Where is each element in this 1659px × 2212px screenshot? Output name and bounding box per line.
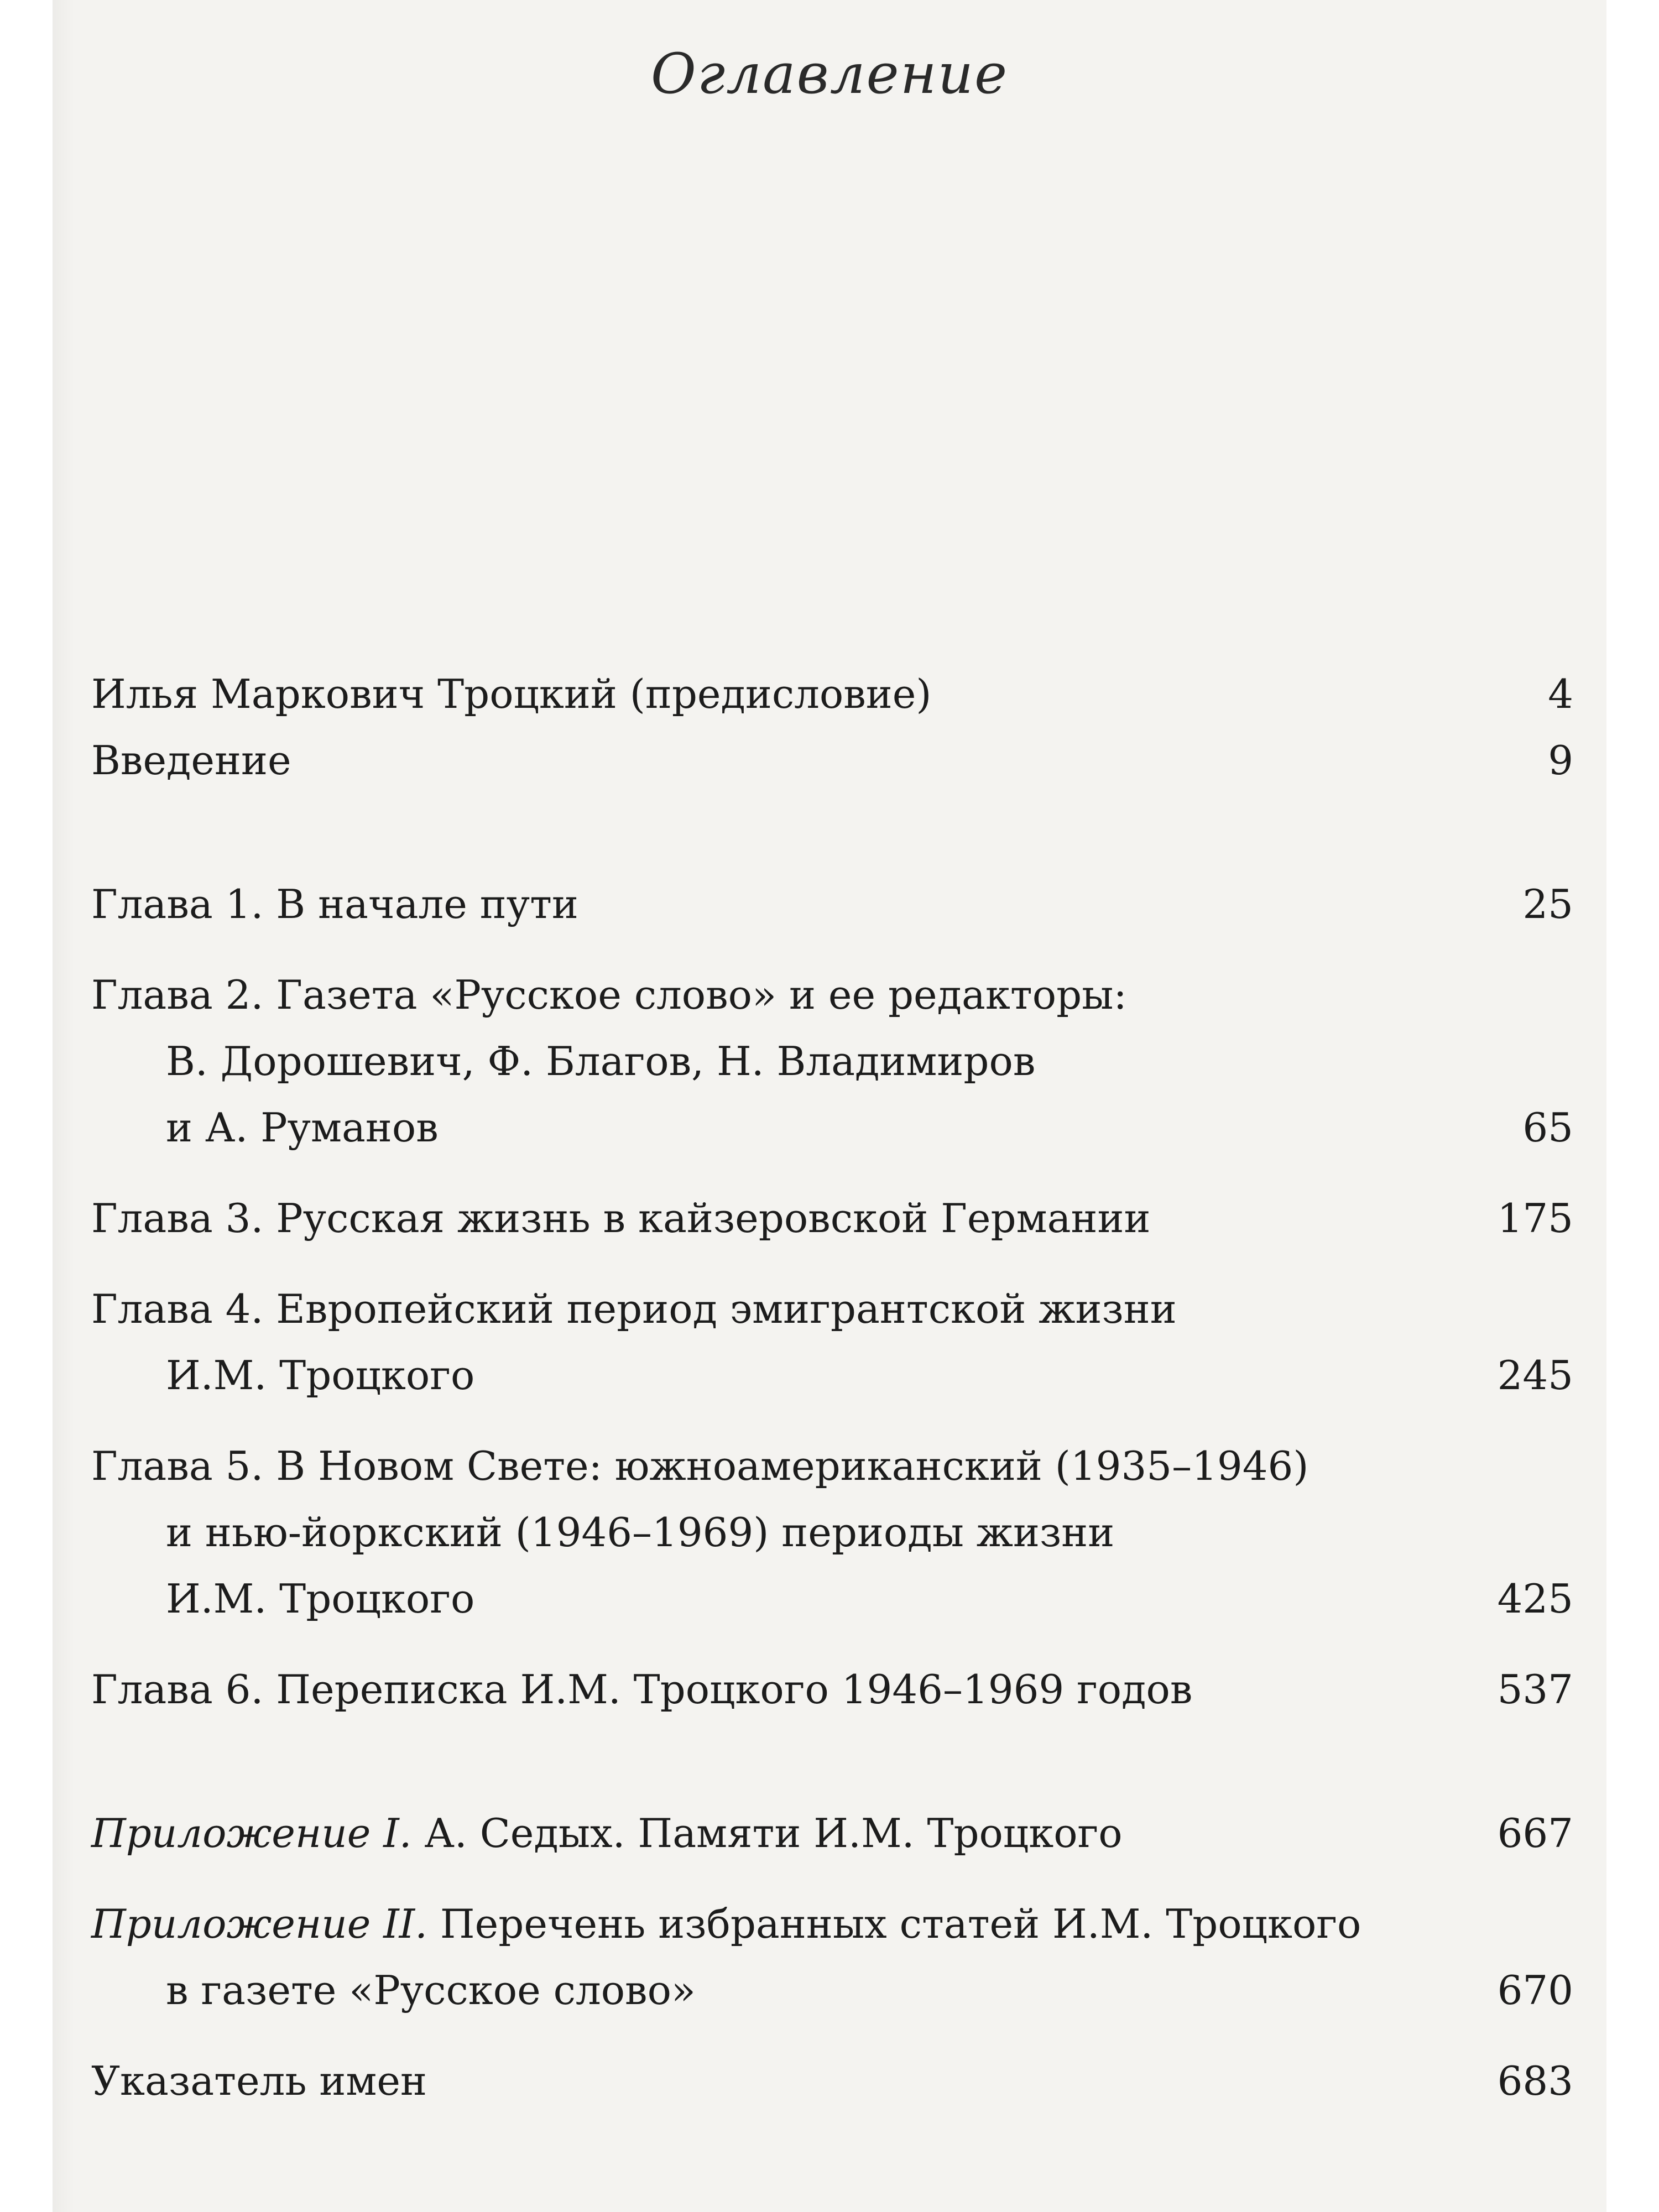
- toc-entry-chapter-3: [91, 1185, 1573, 1251]
- toc-entry-text: [91, 1656, 1430, 1723]
- toc-page-number: 9: [1548, 737, 1573, 784]
- toc-entry-appendix-2: [91, 1891, 1573, 2023]
- toc-entry-text: [91, 1185, 1430, 1251]
- toc-page-number: 537: [1497, 1666, 1573, 1713]
- toc-entry-text: [91, 727, 1430, 794]
- toc-entry-chapter-6: [91, 1656, 1573, 1723]
- toc-entry-introduction: [91, 727, 1573, 794]
- table-of-contents: [91, 661, 1573, 2114]
- toc-entry-text: [91, 871, 1430, 937]
- page-title: Оглавление: [650, 41, 1009, 106]
- toc-page-number: 4: [1548, 671, 1573, 717]
- toc-entry-line: [91, 1800, 1430, 1866]
- toc-entry-line: и А. Руманов: [166, 1104, 439, 1151]
- toc-entry-line: Глава 6. Переписка И.М. Троцкого 1946–1969 годов: [91, 1666, 1193, 1713]
- toc-entry-line: Илья Маркович Троцкий (предисловие): [91, 671, 932, 717]
- toc-page-number: 245: [1497, 1352, 1573, 1399]
- toc-page-number: 667: [1497, 1810, 1573, 1856]
- toc-entry-text: [91, 1276, 1430, 1408]
- toc-entry-line: Глава 1. В начале пути: [91, 881, 578, 927]
- toc-entry-text: [91, 1891, 1430, 2023]
- appendix-label: Приложение I.: [91, 1810, 412, 1856]
- toc-entry-line: Введение: [91, 737, 291, 784]
- toc-entry-chapter-1: [91, 871, 1573, 937]
- book-page: [53, 0, 1606, 2212]
- toc-entry-line: и нью-йоркский (1946–1969) периоды жизни: [166, 1509, 1115, 1556]
- toc-entry-text: [91, 2048, 1430, 2114]
- toc-entry-line: [91, 1891, 1430, 1957]
- toc-entry-appendix-1: [91, 1800, 1573, 1866]
- toc-entry-chapter-5: [91, 1433, 1573, 1632]
- toc-entry-line: в газете «Русское слово»: [166, 1967, 696, 2013]
- toc-entry-index: [91, 2048, 1573, 2114]
- toc-page-number: 65: [1522, 1104, 1573, 1151]
- toc-page-number: 670: [1497, 1967, 1573, 2013]
- appendix-label: Приложение II.: [91, 1901, 427, 1947]
- toc-entry-text: [91, 661, 1430, 727]
- toc-entry-foreword: [91, 661, 1573, 727]
- toc-entry-chapter-4: [91, 1276, 1573, 1408]
- toc-entry-text: [91, 962, 1430, 1161]
- toc-page-number: 175: [1497, 1195, 1573, 1241]
- toc-entry-line: Глава 3. Русская жизнь в кайзеровской Германии: [91, 1195, 1151, 1241]
- toc-entry-line: В. Дорошевич, Ф. Благов, Н. Владимиров: [166, 1038, 1036, 1084]
- toc-page-number: 25: [1522, 881, 1573, 927]
- toc-entry-line: Глава 2. Газета «Русское слово» и ее редакторы:: [91, 972, 1127, 1018]
- toc-page-number: 425: [1497, 1575, 1573, 1622]
- appendix-title: Перечень избранных статей И.М. Троцкого: [427, 1901, 1361, 1947]
- toc-entry-line: Указатель имен: [91, 2058, 427, 2104]
- toc-entry-chapter-2: [91, 962, 1573, 1161]
- toc-entry-line: И.М. Троцкого: [166, 1352, 475, 1399]
- appendix-title: А. Седых. Памяти И.М. Троцкого: [411, 1810, 1123, 1856]
- toc-entry-text: [91, 1800, 1430, 1866]
- toc-page-number: 683: [1497, 2058, 1573, 2104]
- toc-entry-line: Глава 4. Европейский период эмигрантской жизни: [91, 1286, 1177, 1332]
- toc-entry-line: Глава 5. В Новом Свете: южноамериканский (1935–1946): [91, 1443, 1309, 1489]
- page-edge-shade: [53, 0, 75, 2212]
- toc-entry-line: И.М. Троцкого: [166, 1575, 475, 1622]
- toc-entry-text: [91, 1433, 1430, 1632]
